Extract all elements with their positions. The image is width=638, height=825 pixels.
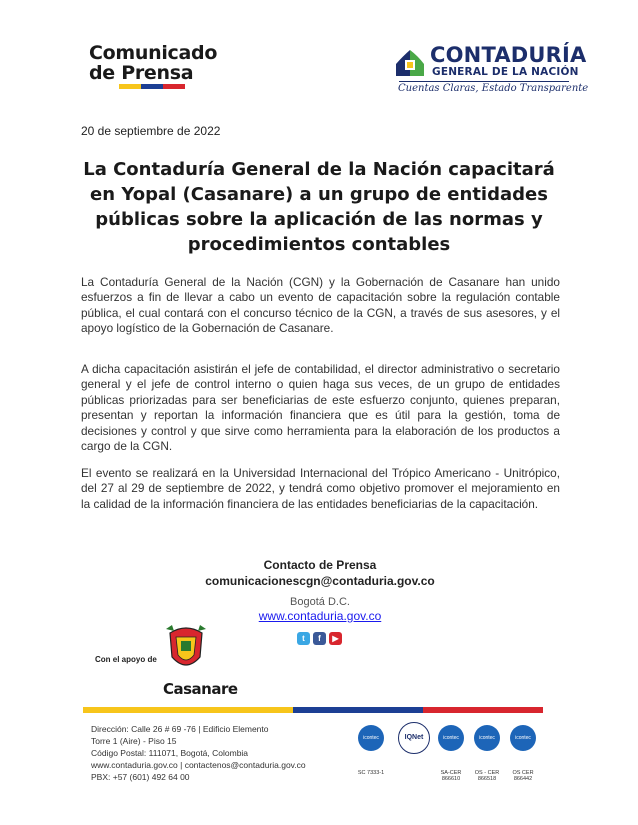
logo-subtitle: GENERAL DE LA NACIÓN xyxy=(432,66,579,78)
icontec-badge-icon: icontec xyxy=(438,725,464,751)
contact-email[interactable]: comunicacionescgn@contaduria.gov.co xyxy=(205,574,435,588)
certification-badge-5 xyxy=(510,725,536,751)
paragraph-1: La Contaduría General de la Nación (CGN) y la Gobernación de Casanare han unido esfuerzos a fin de llevar a cabo un evento de capacitación sobre la regulación contable pública, el cual contará con el concurso técnico de la CGN, a través de sus asesores, y el apoyo logístico de la Gobernación de Casanare. xyxy=(81,275,560,336)
certification-badge-3 xyxy=(438,725,464,751)
facebook-icon[interactable]: f xyxy=(313,632,326,645)
contact-city: Bogotá D.C. xyxy=(290,596,350,608)
certification-badge-4 xyxy=(474,725,500,751)
certification-label-3: SA-CER 866610 xyxy=(440,770,462,782)
logo-name: CONTADURÍA xyxy=(430,43,587,67)
press-release-title-line2: de Prensa xyxy=(89,62,194,84)
social-links xyxy=(297,632,342,645)
release-date: 20 de septiembre de 2022 xyxy=(81,124,221,138)
icontec-badge-icon: icontec xyxy=(474,725,500,751)
certification-badge-1 xyxy=(358,725,384,751)
support-label: Con el apoyo de xyxy=(95,655,157,664)
address-line-5: PBX: +57 (601) 492 64 00 xyxy=(91,772,190,782)
address-line-3: Código Postal: 111071, Bogotá, Colombia xyxy=(91,748,249,758)
logo-slogan: Cuentas Claras, Estado Transparente xyxy=(398,83,589,94)
press-release-title xyxy=(89,43,217,83)
icontec-badge-icon: icontec xyxy=(358,725,384,751)
casanare-wordmark: Casanare xyxy=(163,680,238,698)
contaduria-logo-icon xyxy=(393,46,427,80)
website-link[interactable]: www.contaduria.gov.co xyxy=(258,609,382,623)
paragraph-3: El evento se realizará en la Universidad Internacional del Trópico Americano - Unitrópico, del 27 al 29 de septiembre de 2022, y tendrá como objetivo promover el mejoramiento en la calidad de la información financiera de las entidades beneficiarias de la capacitación. xyxy=(81,466,560,511)
iqnet-badge-icon: IQNet xyxy=(398,722,430,754)
youtube-icon[interactable]: ▶ xyxy=(329,632,342,645)
certification-label-1: SC 7333-1 xyxy=(357,770,385,776)
certification-label-5: OS CER 866442 xyxy=(512,770,534,782)
headline: La Contaduría General de la Nación capacitará en Yopal (Casanare) a un grupo de entidades públicas sobre la aplicación de las normas y procedimientos contables xyxy=(83,159,555,255)
footer-flag-bar xyxy=(83,707,543,713)
certification-label-4: OS - CER 866518 xyxy=(474,770,500,782)
logo-divider xyxy=(399,81,569,82)
icontec-badge-icon: icontec xyxy=(510,725,536,751)
paragraph-2: A dicha capacitación asistirán el jefe de contabilidad, el director administrativo o secretario general y el jefe de control interno o quien haga sus veces, de un grupo de entidades públicas priorizadas para ser beneficiarias de este esfuerzo conjunto, quienes preparan, presentan y reportan la información financiera que es útil para la gestión, toma de decisiones y control y que sirve como herramienta para la elaboración de los productos a cargo de la CGN. xyxy=(81,362,560,454)
address-line-4: www.contaduria.gov.co | contactenos@contaduria.gov.co xyxy=(91,760,306,770)
casanare-crest-icon xyxy=(162,623,210,675)
press-release-title-line1: Comunicado xyxy=(89,42,218,64)
address-line-1: Dirección: Calle 26 # 69 -76 | Edificio Elemento xyxy=(91,724,269,734)
address-line-2: Torre 1 (Aire) - Piso 15 xyxy=(91,736,177,746)
flag-bar xyxy=(119,84,185,89)
twitter-icon[interactable]: t xyxy=(297,632,310,645)
contact-label: Contacto de Prensa xyxy=(263,558,377,572)
certification-badge-2 xyxy=(398,722,430,754)
